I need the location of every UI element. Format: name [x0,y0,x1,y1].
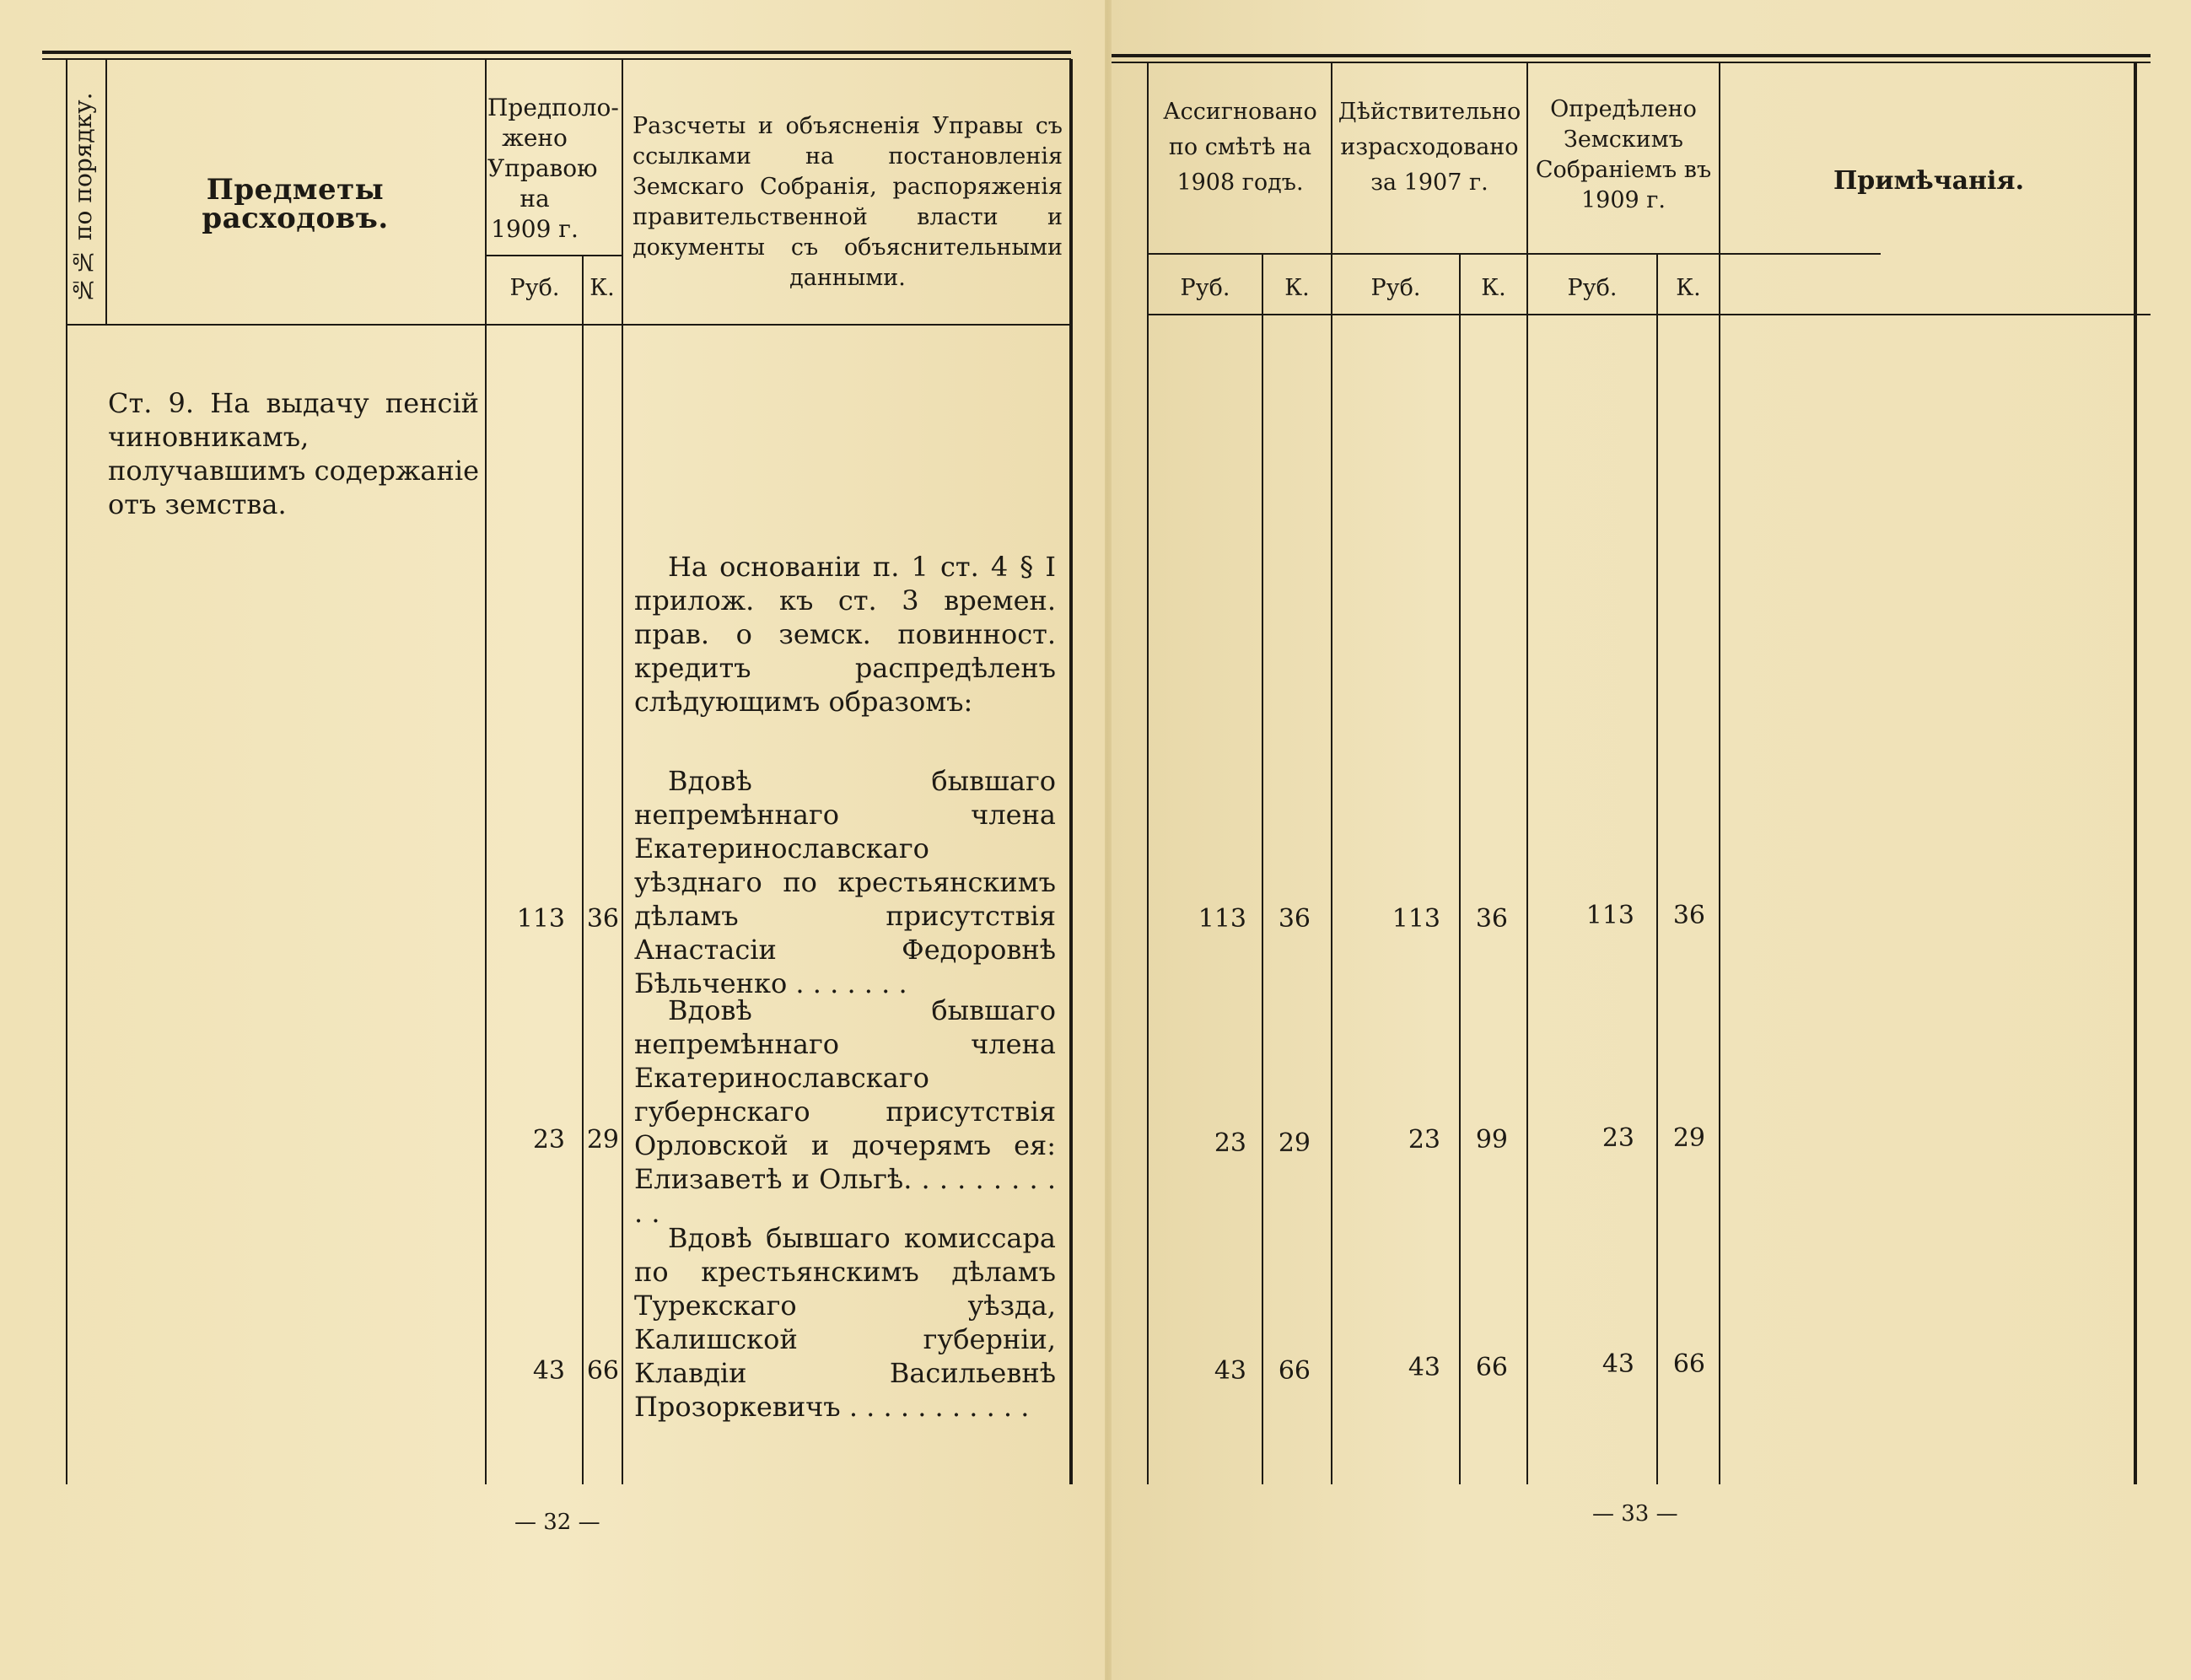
col-line-5 [622,59,623,1484]
col-line-6 [1069,59,1073,1484]
right-page [1112,0,2191,1680]
assigned-kop: 29 [1278,1128,1311,1158]
header-proposed: Предполо- жено Управою на 1909 г. [487,94,619,243]
spent-kop: 66 [1475,1353,1508,1382]
header-kop: К. [1481,275,1506,301]
entry-rub: 113 [516,904,565,934]
spent-rub: 23 [1408,1125,1440,1155]
subheader-rule [1147,253,1881,255]
spent-rub: 43 [1408,1353,1440,1382]
top-rule-thin [42,58,1071,60]
header-determined: Опредѣлено Земскимъ Собраніемъ въ 1909 г. [1535,96,1712,213]
basis-text: На основаніи п. 1 ст. 4 § I прилож. къ ст. 3 времен. прав. о земск. повинност. кредитъ распредѣленъ слѣдующимъ образомъ: [634,551,1056,718]
entry-rub: 23 [532,1125,565,1155]
col-line-5 [1526,62,1528,1484]
header-kop: К. [589,275,615,301]
determined-kop: 66 [1672,1349,1705,1379]
assigned-rub: 23 [1214,1128,1246,1158]
entry-text: Вдовѣ бывшаго непремѣннаго члена Екатеринославскаго губернскаго присутствія Орловской и дочерямъ ея: Елизаветѣ и Ольгѣ. . . . . . . . . . . [634,994,1056,1229]
col-line-4 [1459,253,1461,1484]
determined-kop: 36 [1672,901,1705,930]
col-line-2 [1262,253,1263,1484]
assigned-kop: 36 [1278,904,1311,934]
entry-kop: 66 [586,1356,619,1386]
col-line-7 [1719,62,1720,1484]
entry-kop: 29 [586,1125,619,1155]
assigned-rub: 43 [1214,1356,1246,1386]
article-title: Ст. 9. На выдачу пенсій чиновникамъ, получавшимъ содержаніе отъ земства. [108,387,479,520]
col-line-6 [1656,253,1658,1484]
spent-kop: 99 [1475,1125,1508,1155]
col-line-4 [582,255,584,1484]
entry-rub: 43 [532,1356,565,1386]
col-line-8 [2134,62,2137,1484]
header-bottom-rule [1147,314,2151,315]
header-bottom-rule [66,324,1071,326]
entry-text: Вдовѣ бывшаго комиссара по крестьянскимъ дѣламъ Турекскаго уѣзда, Калишской губерніи, Клавдіи Васильевнѣ Прозоркевичъ . . . . . . . . . . . [634,1222,1056,1423]
determined-rub: 113 [1585,901,1634,930]
determined-rub: 23 [1602,1123,1634,1153]
assigned-rub: 113 [1198,904,1246,934]
header-rub: Руб. [509,275,560,301]
header-notes: Примѣчанія. [1833,166,2025,196]
subheader-rule [485,255,622,256]
header-items: Предметы расходовъ. [202,173,389,235]
header-assigned: Ассигновано по смѣтѣ на 1908 годъ. [1163,99,1317,196]
header-kop: К. [1676,275,1701,301]
header-explanations: Разсчеты и объясненія Управы съ ссылками на постановленія Земскаго Собранія, распоряженія правительственной власти и документы съ объяснительными данными. [633,113,1063,291]
top-rule [42,51,1071,54]
page-number: — 32 — [514,1510,600,1535]
col-line-3 [1331,62,1332,1484]
col-line-2 [105,59,107,326]
determined-kop: 29 [1672,1123,1705,1153]
spent-rub: 113 [1392,904,1440,934]
col-line-1 [1147,62,1149,1484]
col-line-1 [66,59,67,1484]
determined-rub: 43 [1602,1349,1634,1379]
entry-kop: 36 [586,904,619,934]
header-kop: К. [1284,275,1310,301]
entry-text: Вдовѣ бывшаго непремѣннаго члена Екатеринославскаго уѣзднаго по крестьянскимъ дѣламъ присутствія Анастасіи Федоровнѣ Бѣльченко . . . . . . . [634,765,1056,999]
spent-kop: 36 [1475,904,1508,934]
assigned-kop: 66 [1278,1356,1311,1386]
header-rub: Руб. [1370,275,1421,301]
header-rub: Руб. [1180,275,1230,301]
header-spent: Дѣйствительно израсходовано за 1907 г. [1338,99,1521,196]
header-number: №№ по порядку. [69,92,97,304]
page-number: — 33 — [1592,1501,1678,1527]
top-rule-thin [1112,62,2151,63]
col-line-3 [485,59,487,1484]
top-rule [1112,54,2151,57]
header-rub: Руб. [1567,275,1618,301]
